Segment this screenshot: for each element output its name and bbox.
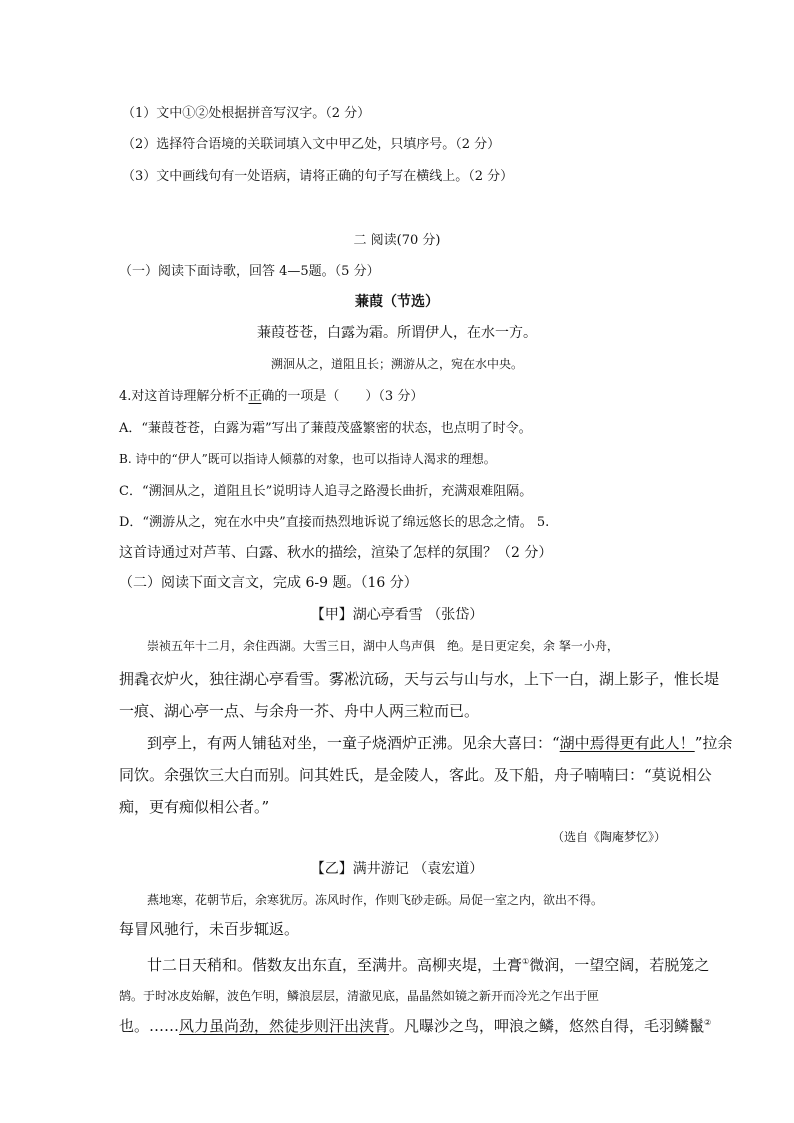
passage-jia-line: 一痕、湖心亭一点、与余舟一芥、舟中人两三粒而已。 (119, 702, 480, 720)
question-3: （3）文中画线句有一处语病，请将正确的句子写在横线上。（2 分） (122, 169, 514, 184)
passage-yi-text: 微润，一望空阔，若脱笼之 (529, 956, 710, 974)
passage-jia-line: 同饮。余强饮三大白而别。问其姓氏，是金陵人，客此。及下船，舟子喃喃曰：“莫说相公 (119, 766, 712, 784)
passage-jia-title: 【甲】湖心亭看雪 （张岱） (310, 607, 484, 623)
passage-yi-line: 燕地寒，花朝节后，余寒犹厉。冻风时作，作则飞砂走砾。局促一室之内，欲出不得。 (147, 893, 604, 907)
question-2: （2）选择符合语境的关联词填入文中甲乙处，只填序号。（2 分） (122, 137, 501, 152)
passage-jia-source: （选自《陶庵梦忆》） (551, 830, 666, 844)
passage-jia-line: 崇祯五年十二月，余住西湖。大雪三日，湖中人鸟声俱 绝。是日更定矣，余 拏一小舟， (147, 639, 619, 653)
passage-jia-line (147, 732, 732, 753)
poem-line-1: 蒹葭苍苍，白露为霜。所谓伊人，在水一方。 (257, 325, 537, 341)
poem-title: 蒹葭（节选） (355, 294, 439, 310)
passage-yi-underlined-sentence: 风力虽尚劲，然徒步则汗出浃背 (179, 1017, 390, 1035)
footnote-marker: ② (704, 1018, 712, 1027)
passage-yi-line: 每冒风驰行，未百步辄返。 (119, 920, 300, 938)
passage-yi-line (147, 954, 709, 975)
question-4-text-a: 4.对这首诗理解分析不 (119, 389, 249, 404)
poem-instructions: （一）阅读下面诗歌，回答 4—5题。（5 分） (119, 264, 380, 279)
poem-line-2: 溯洄从之，道阻且长；溯游从之，宛在水中央。 (270, 357, 523, 371)
passage-yi-line (119, 1015, 711, 1036)
classical-text-instructions: （二）阅读下面文言文，完成 6-9 题。（16 分） (119, 575, 418, 591)
passage-jia-line: 拥毳衣炉火，独往湖心亭看雪。雾凇沆砀，天与云与山与水，上下一白，湖上影子，惟长堤 (119, 670, 720, 688)
reading-section-heading: 二 阅读(70 分) (353, 233, 441, 248)
option-b: B. 诗中的“伊人”既可以指诗人倾慕的对象，也可以指诗人渴求的理想。 (119, 452, 496, 466)
question-4-emphasis: 正 (248, 389, 262, 404)
question-1: （1）文中①②处根据拼音写汉字。（2 分） (122, 106, 371, 121)
question-4 (119, 385, 423, 404)
passage-yi-text: 。凡曝沙之鸟，呷浪之鳞，悠然自得，毛羽鳞鬣 (389, 1017, 705, 1035)
passage-yi-line: 鹄。于时冰皮始解，波色乍明，鳞浪层层，清澈见底，晶晶然如镜之新开而冷光之乍出于匣 (119, 989, 600, 1003)
option-a: A．“蒹葭苍苍，白露为霜”写出了蒹葭茂盛繁密的状态，也点明了时令。 (119, 421, 532, 436)
passage-jia-text: ”拉余 (694, 734, 733, 752)
passage-yi-text: 也。…… (119, 1017, 180, 1035)
question-4-text-b: 确的一项是（ ）（3 分） (261, 389, 424, 404)
question-5: 这首诗通过对芦苇、白露、秋水的描绘，渲染了怎样的氛围？（2 分） (119, 545, 553, 561)
passage-yi-title: 【乙】满井游记 （袁宏道） (310, 861, 484, 877)
option-c: C．“溯洄从之，道阻且长”说明诗人追寻之路漫长曲折，充满艰难阻隔。 (119, 484, 533, 499)
passage-jia-text: 到亭上，有两人铺毡对坐，一童子烧酒炉正沸。见余大喜曰：“ (147, 734, 560, 752)
footnote-marker: ① (522, 957, 530, 966)
passage-yi-text: 廿二日天稍和。偕数友出东直，至满井。高柳夹堤，土膏 (147, 956, 523, 974)
option-d: D．“溯游从之，宛在水中央”直接而热烈地诉说了绵远悠长的思念之情。 5. (119, 515, 550, 530)
passage-jia-underlined-sentence: 湖中焉得更有此人！ (559, 734, 695, 752)
passage-jia-line: 痴，更有痴似相公者。” (119, 798, 270, 816)
